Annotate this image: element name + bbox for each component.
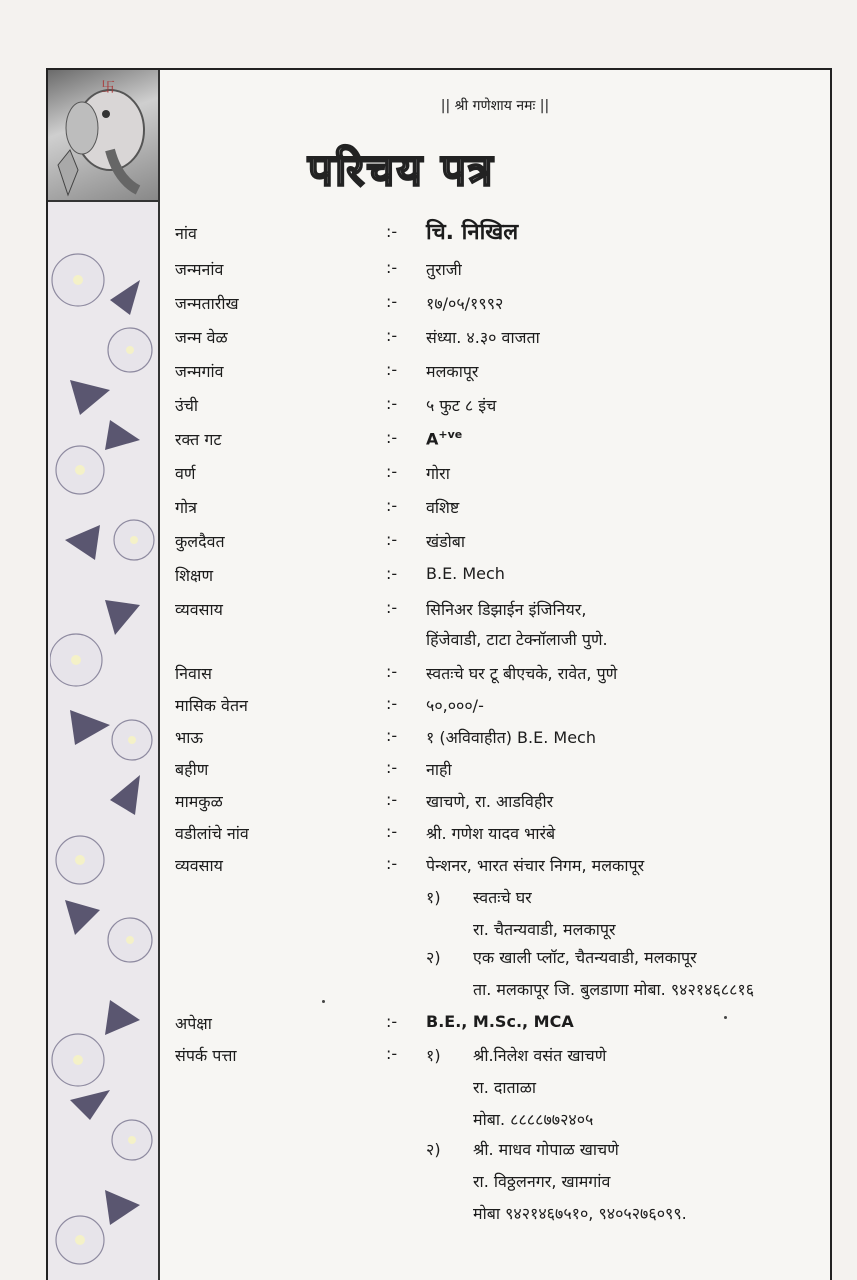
field-separator: :-	[386, 530, 398, 549]
field-label: अपेक्षा	[175, 1014, 212, 1033]
contact-address: रा. दाताळा	[473, 1078, 537, 1097]
field-label: जन्मगांव	[175, 362, 224, 381]
field-value: स्वतःचे घर टू बीएचके, रावेत, पुणे	[426, 664, 618, 683]
field-value: खंडोबा	[426, 532, 466, 551]
property-number: २)	[426, 948, 441, 967]
field-value: श्री. गणेश यादव भारंबे	[426, 824, 556, 843]
field-value: B.E., M.Sc., MCA	[426, 1012, 574, 1031]
mantra-header: || श्री गणेशाय नमः ||	[440, 98, 550, 114]
field-label: उंची	[175, 396, 199, 415]
contact-name: श्री. माधव गोपाळ खाचणे	[473, 1140, 619, 1159]
field-separator: :-	[386, 598, 398, 617]
field-label: निवास	[175, 664, 212, 683]
field-separator: :-	[386, 854, 398, 873]
field-label: कुलदैवत	[175, 532, 225, 551]
field-separator: :-	[386, 1044, 398, 1063]
property-line2: ता. मलकापूर जि. बुलडाणा मोबा. ९४२१४६८८१६	[473, 980, 755, 999]
field-separator: :-	[386, 790, 398, 809]
field-label: वर्ण	[175, 464, 196, 483]
field-label: रक्त गट	[175, 430, 222, 449]
field-separator: :-	[386, 258, 398, 277]
field-value: चि. निखिल	[426, 220, 519, 245]
page-title: परिचय पत्र	[308, 145, 495, 196]
field-separator: :-	[386, 662, 398, 681]
field-separator: :-	[386, 564, 398, 583]
field-separator: :-	[386, 1012, 398, 1031]
blood-group-rh: +ve	[438, 428, 463, 441]
field-value: गोरा	[426, 464, 450, 483]
flower-border-icon	[50, 240, 156, 1280]
paper-speck	[724, 1016, 727, 1019]
ganesha-image	[48, 70, 158, 202]
field-separator: :-	[386, 360, 398, 379]
field-value: पेन्शनर, भारत संचार निगम, मलकापूर	[426, 856, 645, 875]
field-label: व्यवसाय	[175, 856, 223, 875]
field-label: शिक्षण	[175, 566, 214, 585]
field-separator: :-	[386, 726, 398, 745]
field-value: मलकापूर	[426, 362, 479, 381]
field-label: मामकुळ	[175, 792, 223, 811]
field-separator: :-	[386, 326, 398, 345]
svg-text:卐: 卐	[101, 80, 115, 96]
biodata-sheet	[46, 68, 832, 1280]
field-label: नांव	[175, 224, 197, 243]
field-label: संपर्क पत्ता	[175, 1046, 237, 1065]
decorative-border-strip	[48, 70, 160, 1280]
contact-number: १)	[426, 1046, 441, 1065]
field-separator: :-	[386, 394, 398, 413]
contact-number: २)	[426, 1140, 441, 1159]
field-value: ५०,०००/-	[426, 696, 484, 715]
field-separator: :-	[386, 758, 398, 777]
field-value: १ (अविवाहीत) B.E. Mech	[426, 728, 596, 747]
property-number: १)	[426, 888, 441, 907]
field-label: जन्म वेळ	[175, 328, 228, 347]
field-value: खाचणे, रा. आडविहीर	[426, 792, 554, 811]
contact-phone: मोबा. ८८८८७७२४०५	[473, 1110, 594, 1129]
blood-group-letter: A	[426, 429, 439, 449]
field-value: संध्या. ४.३० वाजता	[426, 328, 540, 347]
field-value: तुराजी	[426, 260, 462, 279]
field-value: १७/०५/१९९२	[426, 294, 504, 313]
field-separator: :-	[386, 694, 398, 713]
field-value-line2: हिंजेवाडी, टाटा टेक्नॉलाजी पुणे.	[426, 630, 608, 649]
paper-speck	[322, 1000, 325, 1003]
contact-name: श्री.निलेश वसंत खाचणे	[473, 1046, 607, 1065]
property-line1: स्वतःचे घर	[473, 888, 532, 907]
field-label: गोत्र	[175, 498, 197, 517]
field-separator: :-	[386, 292, 398, 311]
field-label: भाऊ	[175, 728, 203, 747]
field-value: B.E. Mech	[426, 564, 505, 583]
field-label: वडीलांचे नांव	[175, 824, 249, 843]
field-value: ५ फुट ८ इंच	[426, 396, 497, 415]
field-separator: :-	[386, 496, 398, 515]
field-label: बहीण	[175, 760, 209, 779]
field-label: व्यवसाय	[175, 600, 223, 619]
field-value: सिनिअर डिझाईन इंजिनियर,	[426, 600, 587, 619]
field-label: मासिक वेतन	[175, 696, 248, 715]
field-separator: :-	[386, 222, 398, 241]
field-separator: :-	[386, 462, 398, 481]
field-value: वशिष्ट	[426, 498, 460, 517]
contact-address: रा. विठ्ठलनगर, खामगांव	[473, 1172, 611, 1191]
field-label: जन्मनांव	[175, 260, 224, 279]
field-value	[426, 428, 462, 448]
field-separator: :-	[386, 428, 398, 447]
field-value: नाही	[426, 760, 452, 779]
field-label: जन्मतारीख	[175, 294, 239, 313]
field-separator: :-	[386, 822, 398, 841]
property-line2: रा. चैतन्यवाडी, मलकापूर	[473, 920, 616, 939]
ganesha-icon	[48, 70, 158, 200]
property-line1: एक खाली प्लॉट, चैतन्यवाडी, मलकापूर	[473, 948, 697, 967]
contact-phone: मोबा ९४२१४६७५१०, ९४०५२७६०९९.	[473, 1204, 687, 1223]
